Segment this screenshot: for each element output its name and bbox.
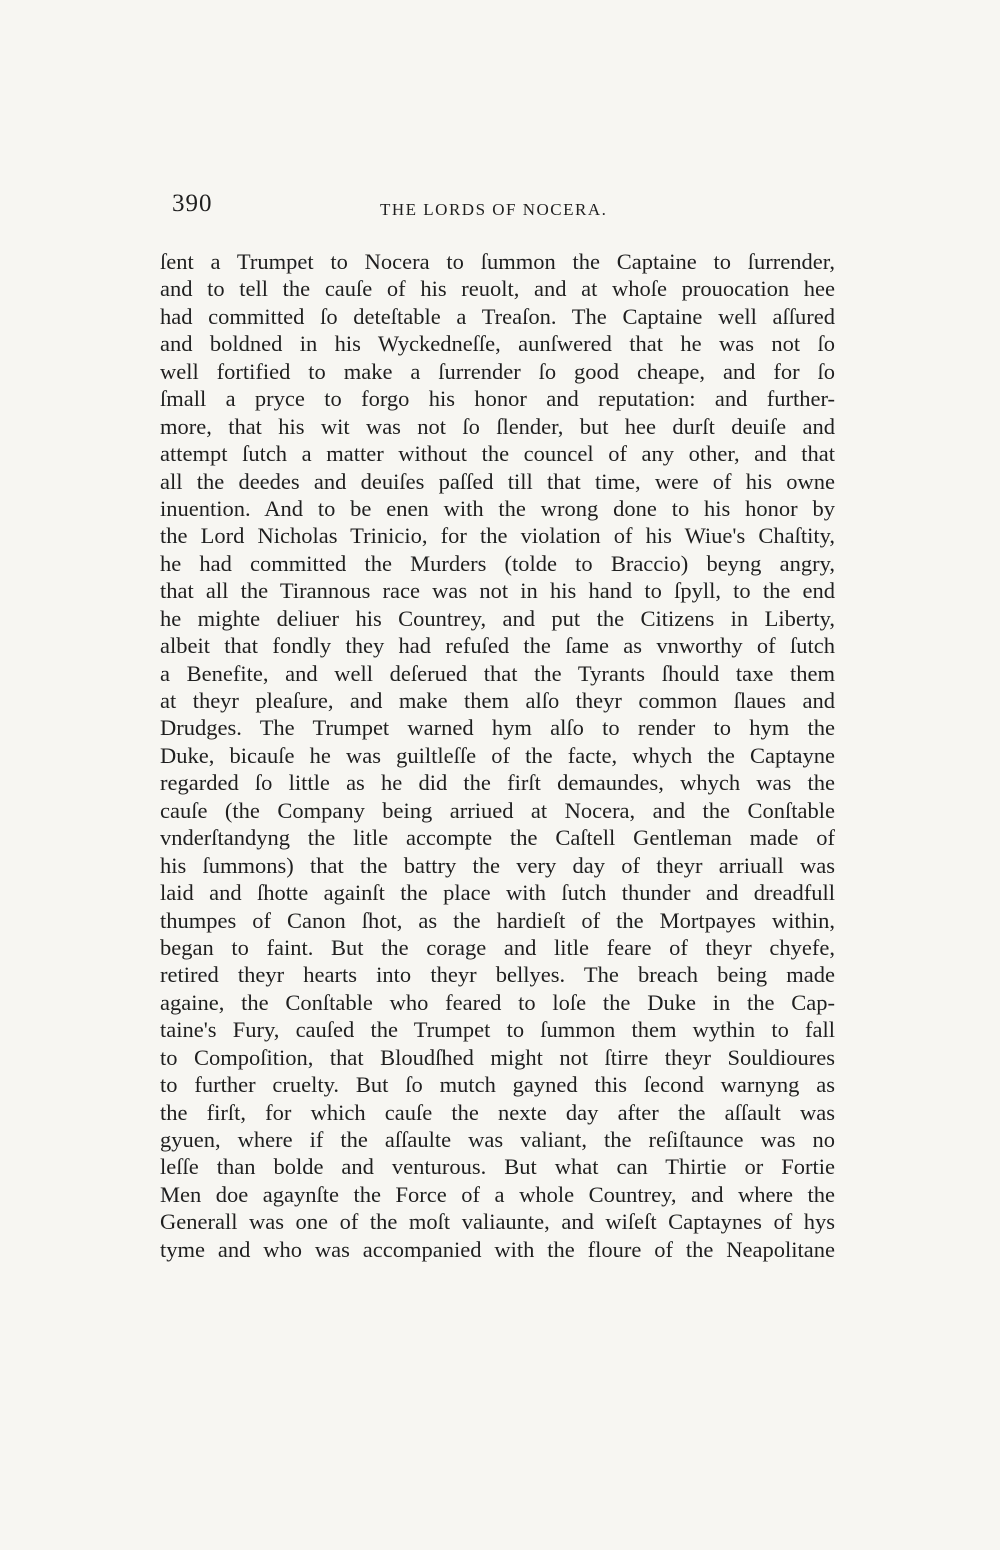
text-line: gyuen, where if the aſſaulte was valiant, the reſiſtaunce was no <box>160 1127 835 1152</box>
text-line: leſſe than bolde and venturous. But what can Thirtie or Fortie <box>160 1154 835 1180</box>
text-line: thumpes of Canon ſhot, as the hardieſt of the Mortpayes within, <box>160 907 835 933</box>
text-line: at theyr pleaſure, and make them alſo theyr common ſlaues and <box>160 688 835 713</box>
text-line: all the deedes and deuiſes paſſed till that time, were of his owne <box>160 468 835 494</box>
text-line: againe, the Conſtable who feared to loſe the Duke in the Cap- <box>160 989 835 1015</box>
text-line: and boldned in his Wyckedneſſe, aunſwered that he was not ſo <box>160 331 835 357</box>
text-line: ſmall a pryce to forgo his honor and reputation: and further- <box>160 386 835 412</box>
page-number: 390 <box>172 190 213 217</box>
text-line: attempt ſutch a matter without the councel of any other, and that <box>160 441 835 467</box>
text-line: to Compoſition, that Bloudſhed might not ſtirre theyr Souldioures <box>160 1044 835 1070</box>
text-line: he mighte deliuer his Countrey, and put the Citizens in Liberty, <box>160 605 835 631</box>
text-line: a Benefite, and well deſerued that the Tyrants ſhould taxe them <box>160 660 835 686</box>
text-line: and to tell the cauſe of his reuolt, and at whoſe prouocation hee <box>160 276 835 302</box>
running-head: THE LORDS OF NOCERA. <box>380 200 608 219</box>
text-line: tyme and who was accompanied with the floure of the Neapolitane <box>160 1236 835 1262</box>
text-line: vnderſtandyng the litle accompte the Caſtell Gentleman made of <box>160 825 835 851</box>
text-line: retired theyr hearts into theyr bellyes. The breach being made <box>160 962 835 988</box>
text-line: Duke, bicauſe he was guiltleſſe of the facte, whych the Captayne <box>160 742 835 768</box>
text-line: Men doe agaynſte the Force of a whole Countrey, and where the <box>160 1181 835 1207</box>
text-line: laid and ſhotte againſt the place with ſutch thunder and dreadfull <box>160 880 835 906</box>
text-line: Drudges. The Trumpet warned hym alſo to render to hym the <box>160 715 835 741</box>
text-line: he had committed the Murders (tolde to Braccio) beyng angry, <box>160 550 835 576</box>
text-line: to further cruelty. But ſo mutch gayned this ſecond warnyng as <box>160 1072 835 1098</box>
text-line: inuention. And to be enen with the wrong done to his honor by <box>160 495 835 521</box>
text-line: albeit that fondly they had refuſed the ſame as vnworthy of ſutch <box>160 633 835 659</box>
text-line: cauſe (the Company being arriued at Nocera, and the Conſtable <box>160 797 835 823</box>
text-line: taine's Fury, cauſed the Trumpet to ſummon them wythin to fall <box>160 1017 835 1043</box>
body-text <box>160 248 835 1263</box>
text-line: well fortified to make a ſurrender ſo good cheape, and for ſo <box>160 358 835 384</box>
text-line: that all the Tirannous race was not in his hand to ſpyll, to the end <box>160 578 835 604</box>
text-line: the firſt, for which cauſe the nexte day after the aſſault was <box>160 1099 835 1125</box>
text-line: regarded ſo little as he did the firſt demaundes, whych was the <box>160 770 835 796</box>
text-line: the Lord Nicholas Trinicio, for the violation of his Wiue's Chaſtity, <box>160 523 835 549</box>
text-line: ſent a Trumpet to Nocera to ſummon the Captaine to ſurrender, <box>160 249 835 274</box>
text-line: his ſummons) that the battry the very day of theyr arriuall was <box>160 852 835 878</box>
text-line: had committed ſo deteſtable a Treaſon. The Captaine well aſſured <box>160 303 835 329</box>
page-header <box>170 190 830 230</box>
text-line: Generall was one of the moſt valiaunte, and wiſeſt Captaynes of hys <box>160 1209 835 1235</box>
text-line: more, that his wit was not ſo ſlender, but hee durſt deuiſe and <box>160 413 835 439</box>
text-line: began to faint. But the corage and litle feare of theyr chyefe, <box>160 934 835 960</box>
